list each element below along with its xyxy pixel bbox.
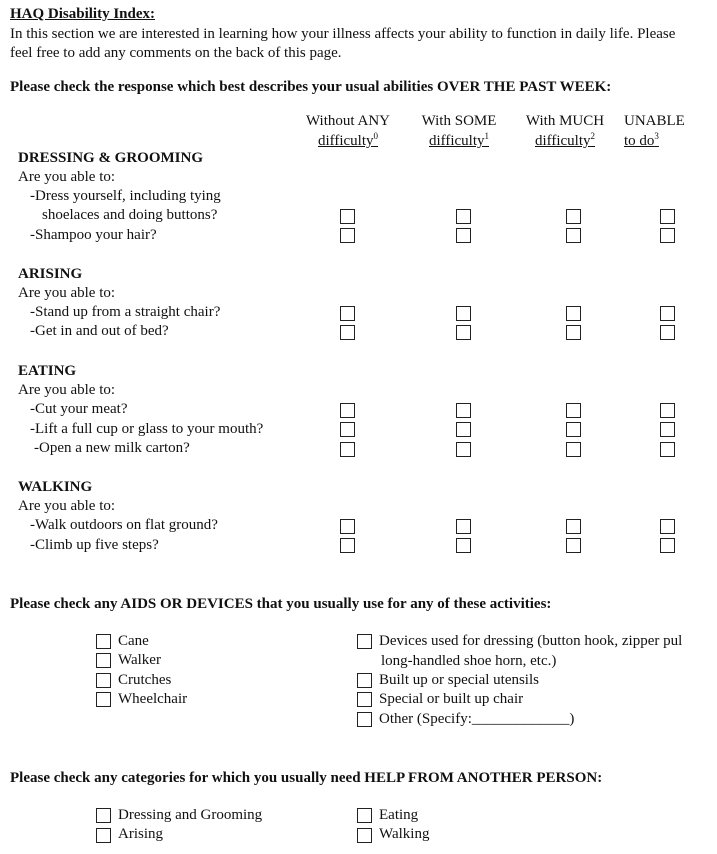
- question-milk-carton: -Open a new milk carton?: [34, 440, 190, 456]
- column-header-unable: [624, 111, 694, 151]
- answer-checkbox-arising-2-without-any[interactable]: [340, 325, 355, 340]
- answer-checkbox-dressing-2-unable[interactable]: [660, 228, 675, 243]
- answer-checkbox-dressing-2-without-any[interactable]: [340, 228, 355, 243]
- question-bed: -Get in and out of bed?: [30, 323, 169, 339]
- answer-checkbox-eating-2-with-some[interactable]: [456, 422, 471, 437]
- question-lift-cup: -Lift a full cup or glass to your mouth?: [30, 421, 264, 437]
- column-header-score: 3: [654, 131, 659, 141]
- column-header-text: difficulty: [534, 133, 591, 149]
- answer-checkbox-dressing-1-without-any[interactable]: [340, 209, 355, 224]
- section-prompt: Are you able to:: [18, 169, 116, 185]
- aid-checkbox-utensils[interactable]: [357, 673, 372, 688]
- answer-checkbox-dressing-2-with-some[interactable]: [456, 228, 471, 243]
- aid-checkbox-cane[interactable]: [96, 634, 111, 649]
- aid-checkbox-other[interactable]: [357, 712, 372, 727]
- answer-checkbox-eating-2-without-any[interactable]: [340, 422, 355, 437]
- form-title: HAQ Disability Index:: [10, 6, 156, 22]
- column-header-line1: With SOME: [421, 113, 497, 129]
- aid-checkbox-chair[interactable]: [357, 692, 372, 707]
- answer-checkbox-eating-2-with-much[interactable]: [566, 422, 581, 437]
- column-header-score: 2: [590, 131, 596, 141]
- answer-checkbox-eating-1-with-some[interactable]: [456, 403, 471, 418]
- answer-checkbox-dressing-1-with-some[interactable]: [456, 209, 471, 224]
- column-header-text: difficulty: [428, 133, 485, 149]
- help-checkbox-dressing[interactable]: [96, 808, 111, 823]
- section-title-walking: WALKING: [18, 479, 93, 495]
- help-checkbox-eating[interactable]: [357, 808, 372, 823]
- answer-checkbox-eating-2-unable[interactable]: [660, 422, 675, 437]
- aids-heading: Please check any AIDS OR DEVICES that you usually use for any of these activities:: [10, 596, 552, 612]
- help-label-eating: Eating: [379, 807, 419, 823]
- help-checkbox-arising[interactable]: [96, 828, 111, 843]
- question-stand-up: -Stand up from a straight chair?: [30, 304, 221, 320]
- question-shampoo: -Shampoo your hair?: [30, 227, 157, 243]
- question-climb-steps: -Climb up five steps?: [30, 537, 159, 553]
- answer-checkbox-arising-2-with-some[interactable]: [456, 325, 471, 340]
- answer-checkbox-eating-3-without-any[interactable]: [340, 442, 355, 457]
- help-heading: Please check any categories for which you usually need HELP FROM ANOTHER PERSON:: [10, 770, 603, 786]
- answer-checkbox-walking-1-unable[interactable]: [660, 519, 675, 534]
- answer-checkbox-eating-3-with-some[interactable]: [456, 442, 471, 457]
- aid-checkbox-crutches[interactable]: [96, 673, 111, 688]
- help-checkbox-walking[interactable]: [357, 828, 372, 843]
- answer-checkbox-dressing-1-unable[interactable]: [660, 209, 675, 224]
- aid-checkbox-wheelchair[interactable]: [96, 692, 111, 707]
- aid-label-chair: Special or built up chair: [379, 691, 524, 707]
- column-header-with-some: [412, 111, 506, 151]
- question-cut-meat: -Cut your meat?: [30, 401, 128, 417]
- aid-checkbox-dressing-devices[interactable]: [357, 634, 372, 649]
- column-header-line2: [516, 131, 614, 151]
- aid-label-wheelchair: Wheelchair: [118, 691, 188, 707]
- answer-checkbox-arising-1-with-some[interactable]: [456, 306, 471, 321]
- column-header-line1: With MUCH: [525, 113, 605, 129]
- instruction-text: Please check the response which best describes your usual abilities OVER THE PAST WEEK:: [10, 79, 612, 95]
- help-label-dressing: Dressing and Grooming: [118, 807, 263, 823]
- answer-checkbox-walking-2-unable[interactable]: [660, 538, 675, 553]
- answer-checkbox-eating-3-with-much[interactable]: [566, 442, 581, 457]
- question-walk-outdoors: -Walk outdoors on flat ground?: [30, 517, 218, 533]
- section-title-eating: EATING: [18, 363, 77, 379]
- column-header-line2: [298, 131, 398, 151]
- column-header-score: 0: [373, 131, 379, 141]
- column-header-line1: UNABLE: [624, 113, 685, 129]
- answer-checkbox-eating-1-with-much[interactable]: [566, 403, 581, 418]
- answer-checkbox-walking-1-without-any[interactable]: [340, 519, 355, 534]
- column-header-text: difficulty: [317, 133, 374, 149]
- answer-checkbox-walking-2-with-some[interactable]: [456, 538, 471, 553]
- section-title-arising: ARISING: [18, 266, 83, 282]
- column-header-line2: [412, 131, 506, 151]
- column-header-score: 1: [484, 131, 490, 141]
- answer-checkbox-walking-2-with-much[interactable]: [566, 538, 581, 553]
- aid-label-crutches: Crutches: [118, 672, 172, 688]
- section-title-dressing: DRESSING & GROOMING: [18, 150, 204, 166]
- column-header-line1: Without ANY: [306, 113, 390, 129]
- answer-checkbox-dressing-1-with-much[interactable]: [566, 209, 581, 224]
- column-header-with-much: [516, 111, 614, 151]
- answer-checkbox-walking-2-without-any[interactable]: [340, 538, 355, 553]
- answer-checkbox-walking-1-with-much[interactable]: [566, 519, 581, 534]
- answer-checkbox-arising-2-with-much[interactable]: [566, 325, 581, 340]
- section-prompt: Are you able to:: [18, 382, 116, 398]
- question-dress: -Dress yourself, including tying: [30, 188, 221, 204]
- column-header-text: to do: [624, 133, 655, 149]
- section-prompt: Are you able to:: [18, 285, 116, 301]
- answer-checkbox-eating-1-without-any[interactable]: [340, 403, 355, 418]
- answer-checkbox-arising-1-without-any[interactable]: [340, 306, 355, 321]
- answer-checkbox-eating-1-unable[interactable]: [660, 403, 675, 418]
- aid-label-dressing-devices: Devices used for dressing (button hook, zipper pul: [379, 633, 683, 649]
- answer-checkbox-dressing-2-with-much[interactable]: [566, 228, 581, 243]
- aid-label-cane: Cane: [118, 633, 149, 649]
- intro-text: In this section we are interested in learning how your illness affects your ability to function in daily life. Please feel free to add any comments on the back of this page.: [10, 26, 676, 61]
- answer-checkbox-arising-2-unable[interactable]: [660, 325, 675, 340]
- section-prompt: Are you able to:: [18, 498, 116, 514]
- answer-checkbox-eating-3-unable[interactable]: [660, 442, 675, 457]
- answer-checkbox-arising-1-unable[interactable]: [660, 306, 675, 321]
- answer-checkbox-arising-1-with-much[interactable]: [566, 306, 581, 321]
- aid-label-dressing-devices-cont: long-handled shoe horn, etc.): [381, 653, 557, 669]
- aid-checkbox-walker[interactable]: [96, 653, 111, 668]
- aid-label-walker: Walker: [118, 652, 161, 668]
- column-header-without-any: [298, 111, 398, 151]
- column-header-line2: [624, 131, 659, 151]
- answer-checkbox-walking-1-with-some[interactable]: [456, 519, 471, 534]
- help-label-arising: Arising: [118, 826, 163, 842]
- question-dress-cont: shoelaces and doing buttons?: [42, 207, 218, 223]
- aid-label-utensils: Built up or special utensils: [379, 672, 539, 688]
- help-label-walking: Walking: [379, 826, 430, 842]
- aid-label-other: Other (Specify:_____________): [379, 711, 575, 727]
